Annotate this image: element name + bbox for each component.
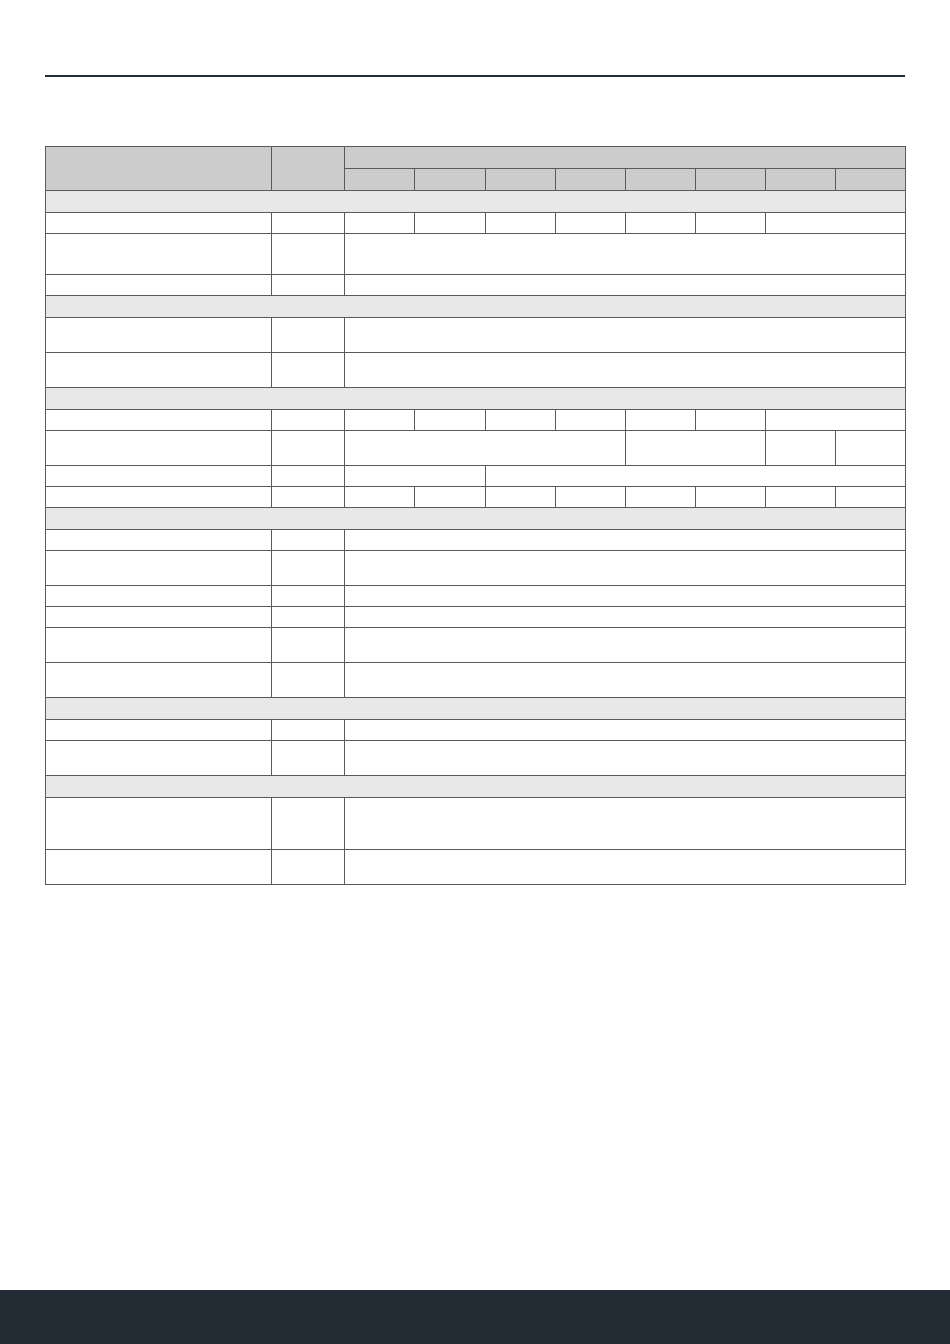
section-cell <box>46 191 906 213</box>
value-cell <box>345 663 906 698</box>
value-cell <box>345 487 415 508</box>
value-cell <box>345 586 906 607</box>
param-cell <box>46 663 272 698</box>
table-row <box>46 741 906 776</box>
section-cell <box>46 776 906 798</box>
param-cell <box>46 213 272 234</box>
section-row <box>46 296 906 318</box>
value-cell <box>486 410 556 431</box>
param-cell <box>46 850 272 885</box>
section-row <box>46 698 906 720</box>
value-cell <box>556 487 626 508</box>
value-cell <box>486 487 556 508</box>
spec-table <box>45 146 906 885</box>
header-cell-unit <box>272 147 345 191</box>
section-cell <box>46 296 906 318</box>
table-row <box>46 607 906 628</box>
value-cell <box>345 551 906 586</box>
param-cell <box>46 410 272 431</box>
value-cell <box>556 410 626 431</box>
unit-cell <box>272 234 345 275</box>
param-cell <box>46 275 272 296</box>
value-cell <box>486 466 906 487</box>
unit-cell <box>272 551 345 586</box>
value-cell <box>345 628 906 663</box>
table-row <box>46 234 906 275</box>
unit-cell <box>272 720 345 741</box>
table-row <box>46 487 906 508</box>
unit-cell <box>272 628 345 663</box>
unit-cell <box>272 530 345 551</box>
value-cell <box>626 487 696 508</box>
param-cell <box>46 431 272 466</box>
header-cell-model <box>556 169 626 191</box>
value-cell <box>766 410 906 431</box>
table-row <box>46 213 906 234</box>
param-cell <box>46 798 272 850</box>
section-row <box>46 508 906 530</box>
table-row <box>46 663 906 698</box>
param-cell <box>46 720 272 741</box>
value-cell <box>345 798 906 850</box>
table-row <box>46 530 906 551</box>
unit-cell <box>272 318 345 353</box>
param-cell <box>46 353 272 388</box>
header-cell-model <box>766 169 836 191</box>
value-cell <box>415 410 486 431</box>
table-row <box>46 720 906 741</box>
unit-cell <box>272 353 345 388</box>
header-cell-parameter <box>46 147 272 191</box>
value-cell <box>345 410 415 431</box>
unit-cell <box>272 275 345 296</box>
param-cell <box>46 530 272 551</box>
param-cell <box>46 487 272 508</box>
unit-cell <box>272 586 345 607</box>
section-cell <box>46 698 906 720</box>
value-cell <box>345 353 906 388</box>
header-cell-model <box>836 169 906 191</box>
table-row <box>46 353 906 388</box>
value-cell <box>345 466 486 487</box>
table-row <box>46 431 906 466</box>
unit-cell <box>272 850 345 885</box>
param-cell <box>46 586 272 607</box>
header-cell-model <box>626 169 696 191</box>
section-row <box>46 776 906 798</box>
table-row <box>46 275 906 296</box>
value-cell <box>345 431 626 466</box>
value-cell <box>345 741 906 776</box>
table-row <box>46 318 906 353</box>
table-row <box>46 466 906 487</box>
value-cell <box>345 530 906 551</box>
param-cell <box>46 466 272 487</box>
value-cell <box>766 487 836 508</box>
header-cell-model <box>486 169 556 191</box>
unit-cell <box>272 431 345 466</box>
header-cell-model <box>345 169 415 191</box>
value-cell <box>626 410 696 431</box>
value-cell <box>415 213 486 234</box>
unit-cell <box>272 798 345 850</box>
top-rule <box>45 75 905 77</box>
param-cell <box>46 607 272 628</box>
value-cell <box>696 410 766 431</box>
unit-cell <box>272 410 345 431</box>
value-cell <box>766 213 906 234</box>
value-cell <box>836 487 906 508</box>
param-cell <box>46 551 272 586</box>
section-cell <box>46 388 906 410</box>
unit-cell <box>272 663 345 698</box>
value-cell <box>345 607 906 628</box>
value-cell <box>345 850 906 885</box>
value-cell <box>345 720 906 741</box>
section-cell <box>46 508 906 530</box>
param-cell <box>46 234 272 275</box>
value-cell <box>626 431 766 466</box>
value-cell <box>626 213 696 234</box>
header-cell-model <box>696 169 766 191</box>
header-cell-models <box>345 147 906 169</box>
table-row <box>46 410 906 431</box>
value-cell <box>345 318 906 353</box>
value-cell <box>696 213 766 234</box>
value-cell <box>766 431 836 466</box>
value-cell <box>836 431 906 466</box>
param-cell <box>46 741 272 776</box>
value-cell <box>696 487 766 508</box>
table-row <box>46 628 906 663</box>
table-row <box>46 798 906 850</box>
section-row <box>46 191 906 213</box>
table-row <box>46 551 906 586</box>
value-cell <box>415 487 486 508</box>
header-cell-model <box>415 169 486 191</box>
table-row <box>46 850 906 885</box>
unit-cell <box>272 741 345 776</box>
footer-bar <box>0 1290 950 1344</box>
unit-cell <box>272 487 345 508</box>
unit-cell <box>272 213 345 234</box>
param-cell <box>46 318 272 353</box>
value-cell <box>345 213 415 234</box>
table-row <box>46 586 906 607</box>
unit-cell <box>272 466 345 487</box>
value-cell <box>486 213 556 234</box>
unit-cell <box>272 607 345 628</box>
value-cell <box>345 234 906 275</box>
value-cell <box>556 213 626 234</box>
param-cell <box>46 628 272 663</box>
section-row <box>46 388 906 410</box>
value-cell <box>345 275 906 296</box>
